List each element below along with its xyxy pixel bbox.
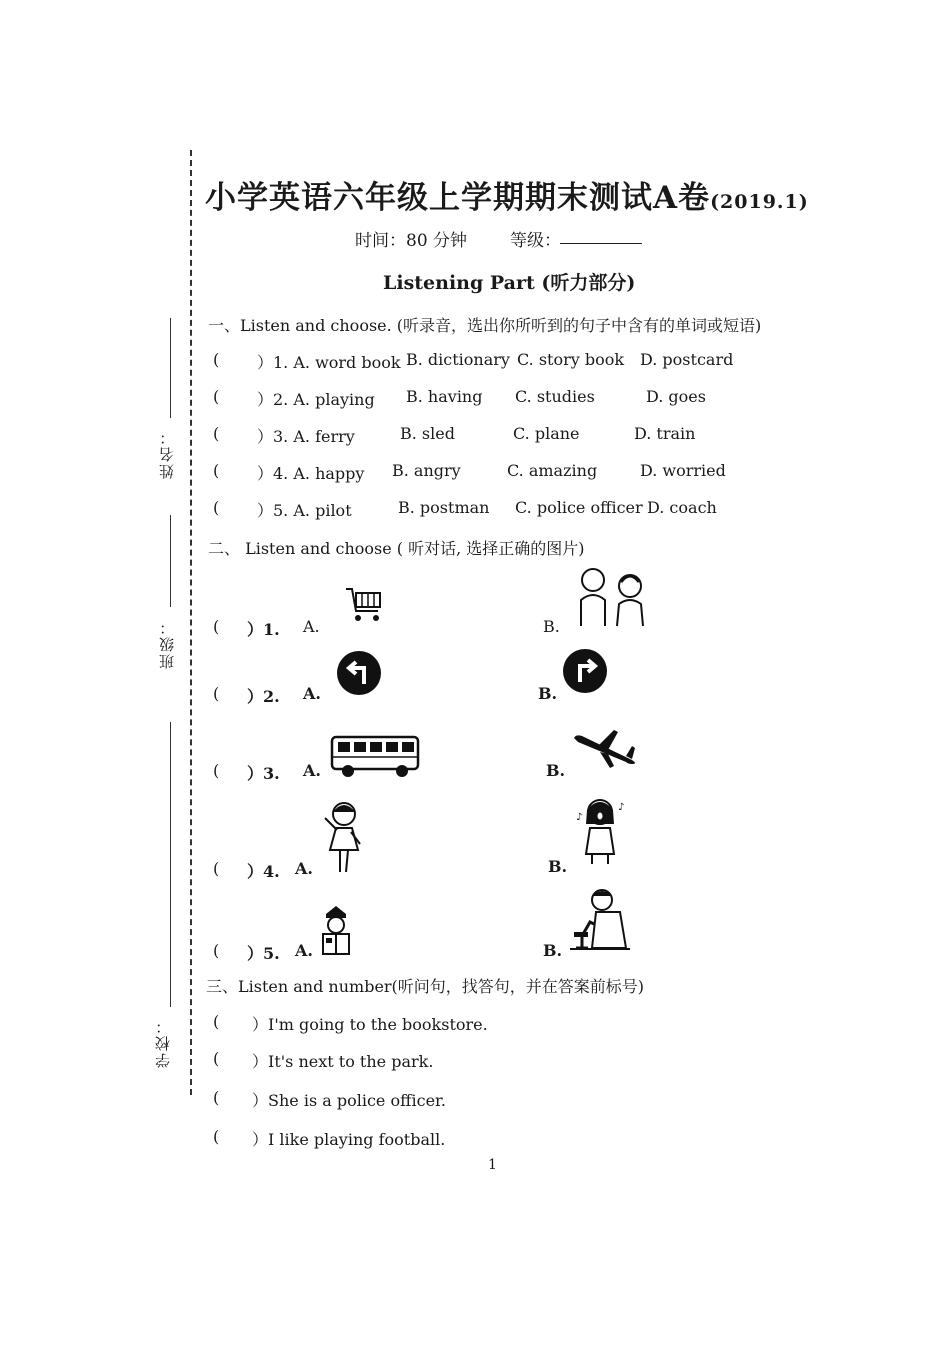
option-b: B. having — [406, 387, 483, 406]
option-c: C. police officer — [515, 498, 643, 517]
answer-option: ）I'm going to the bookstore. — [252, 1015, 488, 1034]
girl-dancing-icon — [322, 800, 364, 876]
picture-question-number: ）5. — [247, 944, 280, 963]
class-label: 班级： — [158, 618, 176, 669]
answer-paren: ( — [213, 1049, 220, 1068]
police-officer-icon — [320, 904, 352, 956]
option-c: C. story book — [517, 350, 625, 369]
answer-paren: ( — [213, 498, 220, 517]
turn-right-sign-icon — [562, 648, 608, 694]
section3-heading: 三、Listen and number(听问句，找答句，并在答案前标号) — [206, 977, 645, 996]
option-c: C. studies — [515, 387, 595, 406]
page-title — [205, 172, 809, 217]
turn-left-sign-icon — [336, 650, 382, 696]
bus-icon — [330, 733, 420, 779]
answer-option: ）I like playing football. — [252, 1130, 446, 1149]
page-number: 1 — [488, 1157, 497, 1173]
grade-field-line — [560, 243, 642, 244]
girl-singing-icon — [574, 796, 634, 866]
svg-text:♪: ♪ — [576, 812, 583, 823]
answer-paren: ( — [213, 424, 220, 443]
answer-paren: ( — [213, 461, 220, 480]
section1-heading: 一、Listen and choose. (听录音，选出你所听到的句子中含有的单词或短语) — [208, 316, 762, 335]
picture-option-b-label: B. — [548, 857, 568, 876]
answer-paren: ( — [213, 941, 220, 960]
class-field-line — [170, 515, 171, 607]
answer-paren: ( — [213, 1127, 220, 1146]
answer-paren: ( — [213, 684, 220, 703]
time-value: 80 分钟 — [406, 231, 468, 251]
title-main: 小学英语六年级上学期期末测试A卷 — [205, 180, 711, 216]
name-field-line — [170, 318, 171, 418]
option-d: D. goes — [646, 387, 706, 406]
picture-option-a-label: A. — [303, 761, 321, 780]
option-b: B. postman — [398, 498, 490, 517]
answer-paren: ( — [213, 859, 220, 878]
option-a: ）2. A. playing — [257, 390, 375, 409]
name-label: 姓名： — [158, 428, 176, 479]
answer-paren: ( — [213, 1012, 220, 1031]
grade-label: 等级： — [510, 231, 561, 251]
grandparents-icon — [575, 566, 650, 628]
picture-option-a-label: A. — [303, 684, 321, 703]
picture-question-number: ）1. — [247, 620, 280, 639]
option-a: ）1. A. word book — [257, 353, 401, 372]
picture-option-b-label: B. — [543, 941, 563, 960]
option-b: B. sled — [400, 424, 455, 443]
option-c: C. amazing — [507, 461, 598, 480]
school-label: 学校： — [154, 1017, 172, 1068]
time-info — [355, 226, 467, 251]
option-d: D. coach — [647, 498, 717, 517]
option-d: D. postcard — [640, 350, 734, 369]
svg-text:♪: ♪ — [618, 802, 625, 813]
section2-heading: 二、 Listen and choose ( 听对话, 选择正确的图片) — [208, 539, 585, 558]
answer-option: ）It's next to the park. — [252, 1052, 434, 1071]
answer-option: ）She is a police officer. — [252, 1091, 447, 1110]
shopping-cart-icon — [344, 585, 384, 627]
plane-icon — [570, 726, 640, 770]
picture-question-number: ）2. — [247, 687, 280, 706]
answer-paren: ( — [213, 350, 220, 369]
option-a: ）3. A. ferry — [257, 427, 355, 446]
option-a: ）4. A. happy — [257, 464, 365, 483]
option-b: B. angry — [392, 461, 461, 480]
title-year: (2019.1) — [710, 191, 809, 213]
answer-paren: ( — [213, 387, 220, 406]
picture-option-a-label: A. — [303, 617, 320, 636]
picture-option-b-label: B. — [543, 617, 560, 636]
picture-question-number: ）3. — [247, 764, 280, 783]
option-a: ）5. A. pilot — [257, 501, 352, 520]
option-c: C. plane — [513, 424, 580, 443]
time-label: 时间： — [355, 231, 406, 251]
binding-cut-line — [190, 150, 192, 1095]
picture-option-a-label: A. — [295, 859, 313, 878]
scientist-microscope-icon — [568, 886, 632, 952]
answer-paren: ( — [213, 1088, 220, 1107]
option-d: D. worried — [640, 461, 726, 480]
school-field-line — [170, 722, 171, 1007]
picture-option-a-label: A. — [295, 941, 313, 960]
answer-paren: ( — [213, 761, 220, 780]
picture-option-b-label: B. — [546, 761, 566, 780]
picture-option-b-label: B. — [538, 684, 558, 703]
picture-question-number: ）4. — [247, 862, 280, 881]
option-d: D. train — [634, 424, 696, 443]
option-b: B. dictionary — [406, 350, 510, 369]
answer-paren: ( — [213, 617, 220, 636]
part-title: Listening Part (听力部分) — [383, 272, 636, 294]
